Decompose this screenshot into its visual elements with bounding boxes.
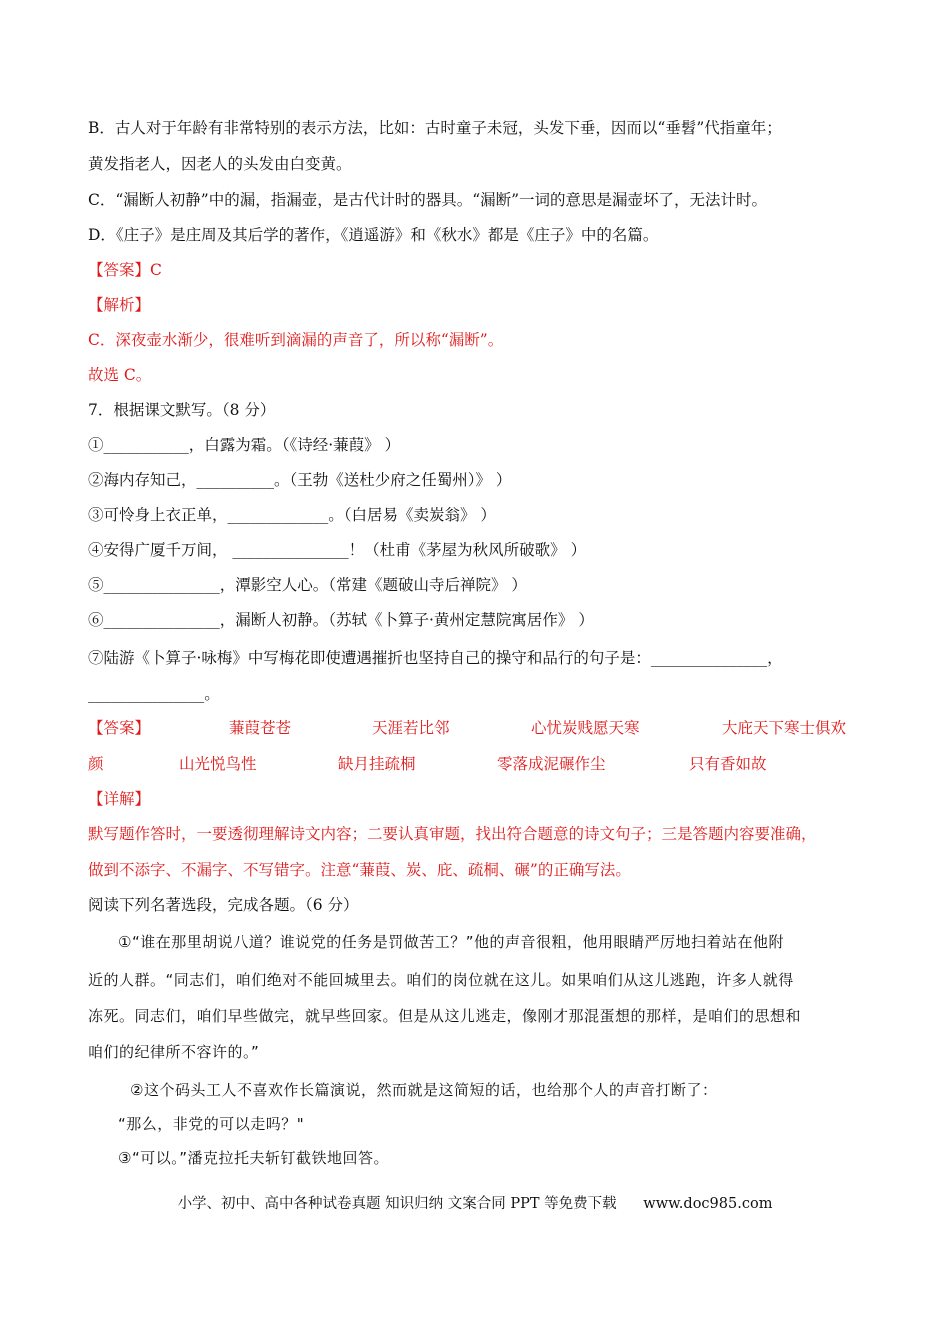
q7-item: _______________。 <box>88 685 220 703</box>
q7-item: ⑥_______________，漏断人初静。（苏轼《卜算子·黄州定慧院寓居作》 ） <box>88 611 594 629</box>
passage-line: ①“谁在那里胡说八道？谁说党的任务是罚做苦工？”他的声音很粗，他用眼睛严厉地扫着站在他附 <box>118 933 784 951</box>
q6-analysis-line-2: 故选 C。 <box>88 366 152 384</box>
q6-answer: 【答案】C <box>88 261 162 279</box>
passage-line: 冻死。同志们，咱们早些做完，就早些回家。但是从这儿逃走，像刚才那混蛋想的那样，是咱们的思想和 <box>88 1007 802 1025</box>
option-b-line-2: 黄发指老人，因老人的头发由白变黄。 <box>88 155 352 173</box>
q7-answer-tag: 【答案】 <box>88 719 151 737</box>
q7-title: 7．根据课文默写。（8 分） <box>88 401 276 419</box>
q7-answer-item: 山光悦鸟性 <box>179 755 257 773</box>
passage-line: 近的人群。“同志们，咱们绝对不能回城里去。咱们的岗位就在这儿。如果咱们从这儿逃跑，许多人就得 <box>88 971 794 989</box>
q7-answer-item: 缺月挂疏桐 <box>338 755 416 773</box>
q7-item: ④安得广厦千万间， _______________！（杜甫《茅屋为秋风所破歌》 ） <box>88 541 587 559</box>
q7-answer-item: 零落成泥碾作尘 <box>497 755 606 773</box>
q7-answer-item: 大庇天下寒士俱欢 <box>722 719 847 737</box>
passage-line: 咱们的纪律所不容许的。” <box>88 1043 260 1061</box>
option-b-line-1: B．古人对于年龄有非常特别的表示方法，比如：古时童子未冠，头发下垂，因而以“垂髫”代指童年； <box>88 119 782 137</box>
q7-item: ②海内存知己，__________。（王勃《送杜少府之任蜀州）》 ） <box>88 471 512 489</box>
q7-answer-item: 颜 <box>88 755 104 773</box>
footer-link[interactable]: www.doc985.com <box>643 1196 773 1212</box>
reading-intro: 阅读下列名著选段，完成各题。（6 分） <box>88 896 359 914</box>
q6-analysis-tag: 【解析】 <box>88 296 151 314</box>
q7-detail-tag: 【详解】 <box>88 790 151 808</box>
q7-answer-item: 只有香如故 <box>689 755 767 773</box>
page-footer <box>0 1192 950 1213</box>
q6-analysis-line-1: C．深夜壶水渐少，很难听到滴漏的声音了，所以称“漏断”。 <box>88 331 504 349</box>
q7-answer-item: 天涯若比邻 <box>372 719 450 737</box>
q7-item: ①___________，白露为霜。（《诗经·蒹葭》 ） <box>88 436 401 454</box>
q7-item: ③可怜身上衣正单，_____________。（白居易《卖炭翁》 ） <box>88 506 496 524</box>
q7-answer-item: 心忧炭贱愿天寒 <box>531 719 640 737</box>
q7-item: ⑦陆游《卜算子·咏梅》中写梅花即使遭遇摧折也坚持自己的操守和品行的句子是：_______________， <box>88 649 783 667</box>
passage-line: ②这个码头工人不喜欢作长篇演说，然而就是这简短的话，也给那个人的声音打断了： <box>130 1081 718 1099</box>
q7-detail-line-2: 做到不添字、不漏字、不写错字。注意“蒹葭、炭、庇、疏桐、碾”的正确写法。 <box>88 861 631 879</box>
q7-item: ⑤_______________，潭影空人心。（常建《题破山寺后禅院》 ） <box>88 576 527 594</box>
option-c: C．“漏断人初静”中的漏，指漏壶，是古代计时的器具。“漏断”一词的意思是漏壶坏了，无法计时。 <box>88 191 768 209</box>
option-d: D．《庄子》是庄周及其后学的著作，《逍遥游》和《秋水》都是《庄子》中的名篇。 <box>88 226 659 244</box>
footer-text: 小学、初中、高中各种试卷真题 知识归纳 文案合同 PPT 等免费下载 <box>177 1196 617 1212</box>
q7-answer-item: 蒹葭苍苍 <box>229 719 292 737</box>
passage-line: ③“可以。”潘克拉托夫斩钉截铁地回答。 <box>118 1149 389 1167</box>
q7-detail-line-1: 默写题作答时，一要透彻理解诗文内容；二要认真审题，找出符合题意的诗文句子；三是答题内容要准确， <box>88 825 817 843</box>
passage-line: “那么，非党的可以走吗？" <box>118 1115 305 1133</box>
